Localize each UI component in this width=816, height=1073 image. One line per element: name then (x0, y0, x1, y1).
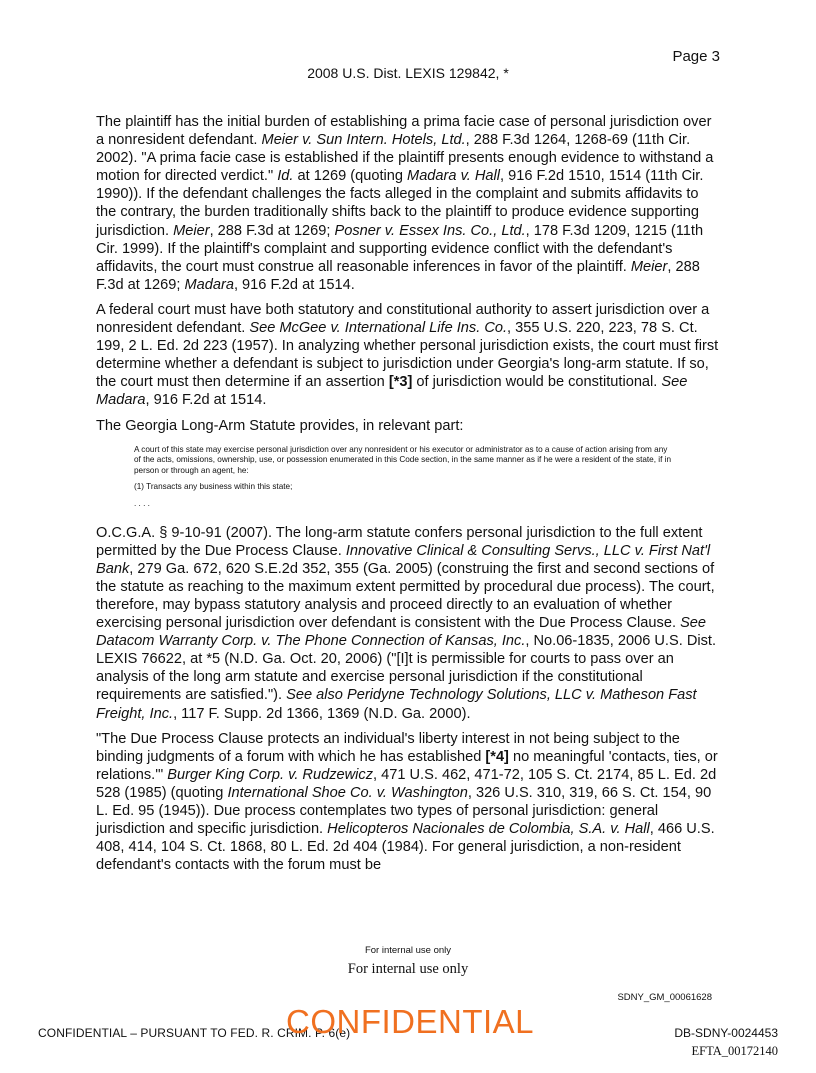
text-run: , 471 U.S. 462, 471-72, 105 S. Ct. 2174, 85 L. Ed. 2d 528 (1985) (quoting (96, 766, 717, 801)
page-pin-cite: [*3] (388, 374, 413, 391)
case-citation: See Madara (96, 374, 688, 409)
text-run: , 279 Ga. 672, 620 S.E.2d 352, 355 (Ga. 2005) (construing the first and second sections of the statute as reaching to the maximum extent permitted by procedural due process). The court, therefore, may bypass statutory analysis and proceed directly to an evaluation of whether exercising personal jurisdiction over defendant is consistent with the Due Process Clause. (96, 560, 715, 632)
text-run: , 117 F. Supp. 2d 1366, 1369 (N.D. Ga. 2000). (173, 705, 471, 722)
paragraph-5 (96, 730, 722, 875)
quote-item: (1) Transacts any business within this state; (134, 482, 293, 492)
text-run: , 326 U.S. 310, 319, 66 S. Ct. 154, 90 L. Ed. 95 (1945)). Due process contemplates two types of personal jurisdiction: general jurisdiction and specific jurisdiction. (96, 784, 712, 838)
paragraph-3: The Georgia Long-Arm Statute provides, in relevant part: (96, 417, 464, 434)
footer-efta-id: EFTA_00172140 (691, 1044, 778, 1058)
footer-internal-use: For internal use only (364, 945, 452, 956)
case-citation: Innovative Clinical & Consulting Servs., LLC v. First Nat'l Bank (96, 542, 711, 577)
case-citation: Meier v. Sun Intern. Hotels, Ltd. (261, 132, 466, 149)
text-run: , 288 F.3d at 1269; (209, 222, 335, 239)
case-citation: Madara (184, 276, 234, 293)
case-citation: Meier (173, 222, 210, 239)
text-run: , 355 U.S. 220, 223, 78 S. Ct. 199, 2 L. Ed. 2d 223 (1957). In analyzing whether personal jurisdiction exists, the court must first determine whether a defendant is subject to jurisdiction under Georgia's long-arm statute. If so, the court must then determine if an assertion (96, 320, 719, 391)
case-citation: Meier (630, 258, 668, 275)
text-run: A federal court must have both statutory and constitutional authority to assert jurisdiction over a nonresident defendant. (96, 301, 710, 337)
paragraph-1 (96, 113, 722, 294)
footer-internal-use-serif: For internal use only (347, 961, 469, 977)
statute-block-quote (134, 445, 674, 510)
confidential-stamp: CONFIDENTIAL (286, 1003, 535, 1040)
case-citation: See McGee v. International Life Ins. Co. (249, 320, 508, 337)
text-run: no meaningful 'contacts, ties, or relations.'" (96, 748, 718, 783)
quote-main: A court of this state may exercise personal jurisdiction over any nonresident or his executor or administrator as to a cause of action arising from any of the acts, omissions, ownership, use, or possession enumerated in this Code section, in the same manner as if he were a resident of the state, if in person or through an agent, he: (134, 444, 672, 475)
paragraph-4 (96, 524, 722, 723)
text-run: , 916 F.2d 1510, 1514 (11th Cir. 1990)). If the defendant challenges the facts alleged in the complaint and submits affidavits to the contrary, the burden traditionally shifts back to the plaintiff to produce evidence supporting jurisdiction. (96, 168, 704, 239)
quote-ellipsis: . . . . (134, 498, 150, 508)
footer-bates-sdny: DB-SDNY-0024453 (674, 1026, 778, 1040)
paragraph-2 (96, 301, 722, 410)
running-header: 2008 U.S. Dist. LEXIS 129842, * (307, 65, 509, 81)
text-run: The plaintiff has the initial burden of establishing a prima facie case of personal jurisdiction over a nonresident defendant. (96, 114, 712, 149)
text-run: , 916 F.2d at 1514. (233, 276, 355, 293)
text-run: , 288 F.3d at 1269; (96, 258, 700, 293)
case-citation: International Shoe Co. v. Washington (227, 784, 468, 801)
document-body (96, 113, 722, 881)
text-run: at 1269 (quoting (293, 168, 408, 185)
case-citation: Madara v. Hall (407, 168, 501, 185)
text-run: , 466 U.S. 408, 414, 104 S. Ct. 1868, 80 L. Ed. 2d 404 (1984). For general jurisdiction, a non-resident defendant's contacts with the forum must be (96, 821, 715, 874)
page-pin-cite: [*4] (485, 748, 509, 765)
text-run: O.C.G.A. § 9-10-91 (2007). The long-arm statute confers personal jurisdiction to the full extent permitted by the Due Process Clause. (96, 524, 703, 559)
text-run: , 916 F.2d at 1514. (145, 392, 267, 409)
footer-confidential-notice: CONFIDENTIAL – PURSUANT TO FED. R. CRIM. P. 6(e) (38, 1026, 351, 1040)
case-citation: See Datacom Warranty Corp. v. The Phone Connection of Kansas, Inc. (96, 615, 707, 650)
case-citation: See also Peridyne Technology Solutions, LLC v. Matheson Fast Freight, Inc. (96, 687, 697, 722)
case-citation: Helicopteros Nacionales de Colombia, S.A. v. Hall (327, 821, 650, 838)
text-run: "The Due Process Clause protects an individual's liberty interest in not being subject to the binding judgments of a forum with which he has established (96, 730, 680, 765)
text-run: , 178 F.3d 1209, 1215 (11th Cir. 1999). If the plaintiff's complaint and supporting evidence conflict with the defendant's affidavits, the court must construe all reasonable inferences in favor of the plaintiff. (96, 222, 704, 275)
text-run: , No.06-1835, 2006 U.S. Dist. LEXIS 76622, at *5 (N.D. Ga. Oct. 20, 2006) ("[I]t is permissible for courts to pass over an analysis of the long arm statute and exercise personal jurisdiction if the constitutional requirements are satisfied."). (96, 633, 717, 704)
text-run: , 288 F.3d 1264, 1268-69 (11th Cir. 2002). "A prima facie case is established if the plaintiff presents enough evidence to withstand a motion for directed verdict." (96, 132, 714, 185)
page-number: Page 3 (672, 48, 720, 65)
case-citation: Burger King Corp. v. Rudzewicz (167, 766, 373, 783)
case-citation: Posner v. Essex Ins. Co., Ltd. (334, 222, 526, 239)
text-run: of jurisdiction would be constitutional. (412, 374, 662, 391)
case-citation: Id. (277, 168, 294, 185)
footer-bates-gm: SDNY_GM_00061628 (617, 992, 712, 1003)
